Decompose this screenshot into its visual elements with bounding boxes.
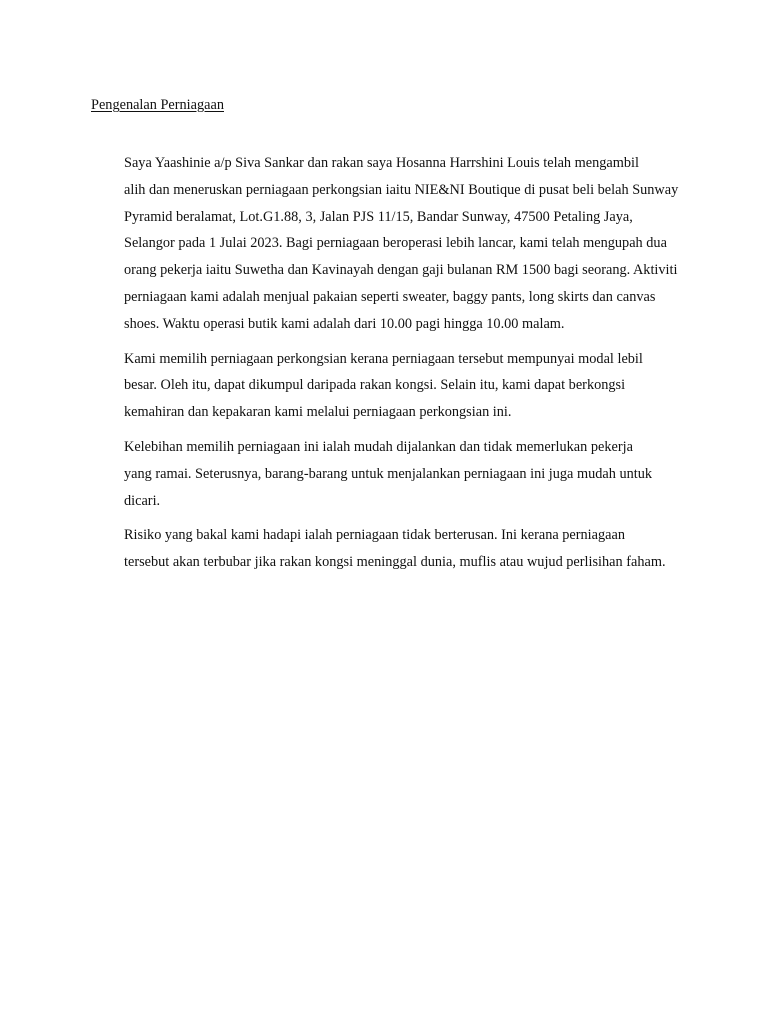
paragraph-2	[91, 346, 681, 426]
paragraph-3	[91, 434, 681, 514]
paragraph-line: Selangor pada 1 Julai 2023. Bagi perniagaan beroperasi lebih lancar, kami telah mengupah dua	[124, 235, 667, 252]
paragraph-line: besar. Oleh itu, dapat dikumpul daripada rakan kongsi. Selain itu, kami dapat berkongsi	[124, 377, 626, 394]
paragraph-line: yang ramai. Seterusnya, barang-barang untuk menjalankan perniagaan ini juga mudah untuk	[124, 465, 653, 482]
paragraph-1	[91, 150, 681, 338]
paragraph-line: dicari.	[124, 492, 161, 509]
paragraph-line: Risiko yang bakal kami hadapi ialah perniagaan tidak berterusan. Ini kerana perniagaan	[124, 527, 625, 544]
paragraph-line: Kami memilih perniagaan perkongsian kerana perniagaan tersebut mempunyai modal lebil	[124, 350, 643, 367]
paragraph-line: kemahiran dan kepakaran kami melalui perniagaan perkongsian ini.	[124, 404, 512, 421]
paragraph-line: alih dan meneruskan perniagaan perkongsian iaitu NIE&NI Boutique di pusat beli belah Sunway	[124, 181, 679, 198]
paragraph-line: shoes. Waktu operasi butik kami adalah dari 10.00 pagi hingga 10.00 malam.	[124, 315, 565, 332]
paragraph-line: perniagaan kami adalah menjual pakaian seperti sweater, baggy pants, long skirts dan canvas	[124, 288, 656, 305]
paragraph-line: tersebut akan terbubar jika rakan kongsi meninggal dunia, muflis atau wujud perlisihan faham.	[124, 554, 666, 571]
document-body	[91, 150, 681, 584]
paragraph-line: Kelebihan memilih perniagaan ini ialah mudah dijalankan dan tidak memerlukan pekerja	[124, 438, 633, 455]
document-heading: Pengenalan Perniagaan	[91, 97, 224, 113]
paragraph-line: Pyramid beralamat, Lot.G1.88, 3, Jalan PJS 11/15, Bandar Sunway, 47500 Petaling Jaya,	[124, 208, 633, 225]
paragraph-4	[91, 522, 681, 576]
paragraph-line: Saya Yaashinie a/p Siva Sankar dan rakan saya Hosanna Harrshini Louis telah mengambil	[124, 155, 639, 171]
paragraph-line: orang pekerja iaitu Suwetha dan Kavinayah dengan gaji bulanan RM 1500 bagi seorang. Aktiviti	[124, 262, 678, 279]
